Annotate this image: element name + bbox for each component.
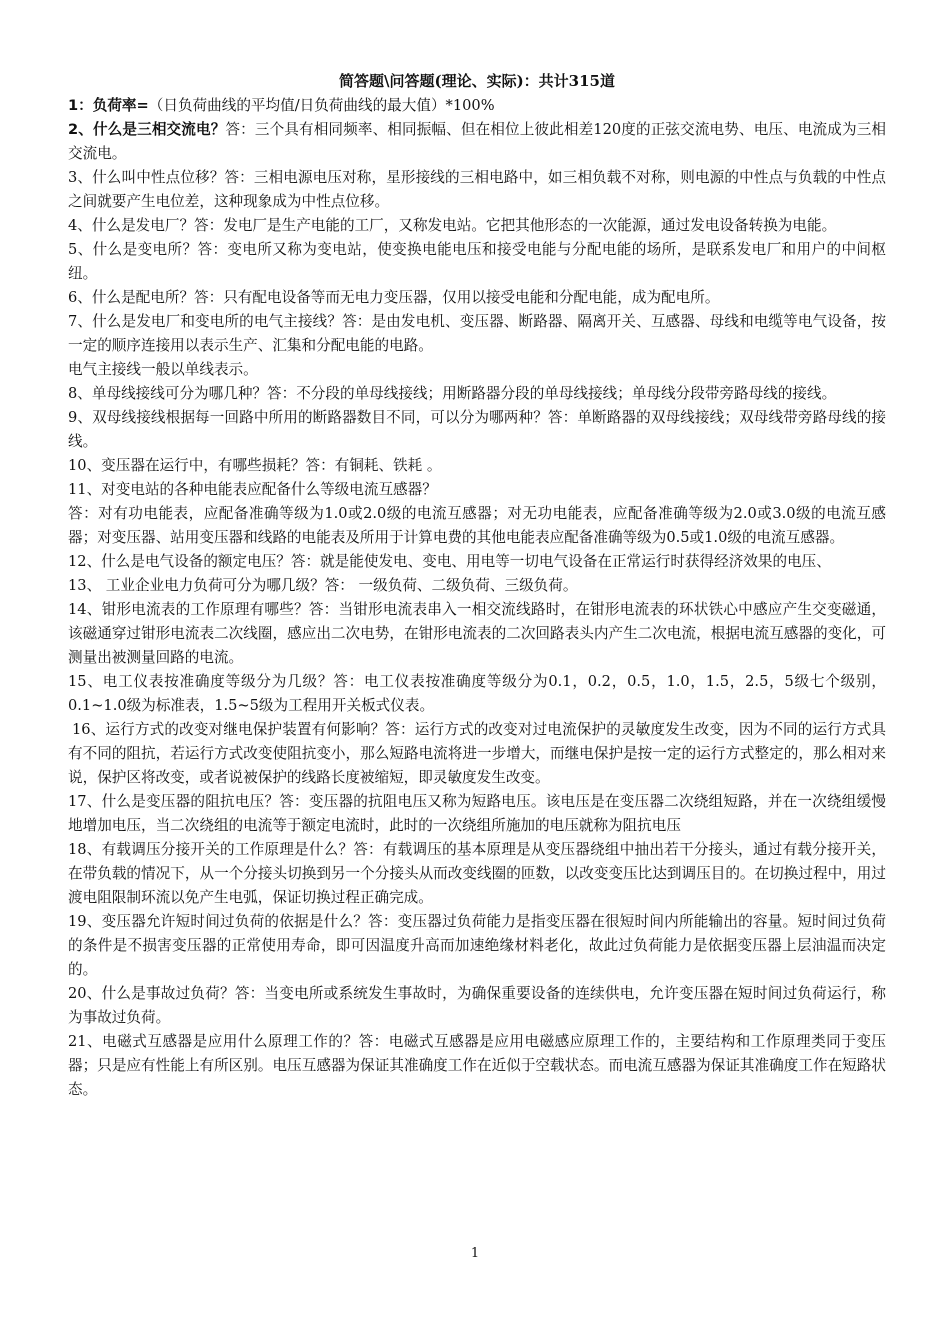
qa-item <box>68 478 886 502</box>
qa-item-text: 6、什么是配电所？答：只有配电设备等而无电力变压器，仅用以接受电能和分配电能，成为配电所。 <box>68 289 720 306</box>
qa-item <box>68 454 886 478</box>
qa-item-text: 3、什么叫中性点位移？答：三相电源电压对称，星形接线的三相电路中，如三相负载不对称，则电源的中性点与负载的中性点之间就要产生电位差，这种现象成为中性点位移。 <box>68 169 886 210</box>
document-title: 简答题\问答题(理论、实际)：共计315道 <box>339 72 615 90</box>
qa-item <box>68 286 886 310</box>
qa-item <box>68 502 886 550</box>
qa-item <box>68 406 886 454</box>
qa-item <box>68 214 886 238</box>
qa-item <box>68 310 886 358</box>
qa-item-question: 1：负荷率= <box>68 97 149 114</box>
qa-item <box>68 670 886 718</box>
qa-item-text: 答：三个具有相同频率、相同振幅、但在相位上彼此相差120度的正弦交流电势、电压、电流成为三相交流电。 <box>68 121 887 162</box>
qa-item-text: 7、什么是发电厂和变电所的电气主接线？答：是由发电机、变压器、断路器、隔离开关、互感器、母线和电缆等电气设备，按一定的顺序连接用以表示生产、汇集和分配电能的电路。 <box>68 313 886 354</box>
qa-item <box>68 238 886 286</box>
qa-item-text: 14、钳形电流表的工作原理有哪些？答：当钳形电流表串入一相交流线路时，在钳形电流表的环状铁心中感应产生交变磁通，该磁通穿过钳形电流表二次线圈，感应出二次电势，在钳形电流表的二次回路表头内产生二次电流，根据电流互感器的变化，可测量出被测量回路的电流。 <box>68 601 886 666</box>
qa-item-text: 18、有载调压分接开关的工作原理是什么？答：有载调压的基本原理是从变压器绕组中抽出若干分接头，通过有载分接开关，在带负载的情况下，从一个分接头切换到另一个分接头从而改变线圈的匝数，以改变变压比达到调压目的。在切换过程中，用过渡电阻限制环流以免产生电弧，保证切换过程正确完成。 <box>68 841 886 906</box>
qa-item <box>68 118 886 166</box>
qa-item <box>68 790 886 838</box>
qa-item <box>68 910 886 982</box>
qa-item <box>68 382 886 406</box>
qa-item-text: 19、变压器允许短时间过负荷的依据是什么？答：变压器过负荷能力是指变压器在很短时间内所能输出的容量。短时间过负荷的条件是不损害变压器的正常使用寿命，即可因温度升高而加速绝缘材料老化，故此过负荷能力是依据变压器上层油温而决定的。 <box>68 913 886 978</box>
qa-item-text: 5、什么是变电所？答：变电所又称为变电站，使变换电能电压和接受电能与分配电能的场所，是联系发电厂和用户的中间枢纽。 <box>68 241 886 282</box>
qa-item <box>68 598 886 670</box>
qa-item-text: 17、什么是变压器的阻抗电压？答：变压器的抗阻电压又称为短路电压。该电压是在变压器二次绕组短路，并在一次绕组缓慢地增加电压，当二次绕组的电流等于额定电流时，此时的一次绕组所施加的电压就称为阻抗电压 <box>68 793 886 834</box>
qa-item-text: 10、变压器在运行中，有哪些损耗？答：有铜耗、铁耗 。 <box>68 457 442 474</box>
qa-item-text: 9、双母线接线根据每一回路中所用的断路器数目不同，可以分为哪两种？答：单断路器的双母线接线；双母线带旁路母线的接线。 <box>68 409 886 450</box>
qa-item <box>68 1030 886 1102</box>
qa-item-text: 12、什么是电气设备的额定电压？答：就是能使发电、变电、用电等一切电气设备在正常运行时获得经济效果的电压、 <box>68 553 831 570</box>
qa-item <box>68 982 886 1030</box>
qa-item <box>68 94 886 118</box>
qa-item <box>68 574 886 598</box>
qa-item-text: （日负荷曲线的平均值/日负荷曲线的最大值）*100% <box>148 97 495 114</box>
document-page <box>68 70 886 1102</box>
qa-item <box>68 838 886 910</box>
page-number: 1 <box>470 1246 480 1261</box>
qa-item-text: 4、什么是发电厂？答：发电厂是生产电能的工厂，又称发电站。它把其他形态的一次能源，通过发电设备转换为电能。 <box>68 217 837 234</box>
qa-item <box>68 550 886 574</box>
qa-list <box>68 94 886 1102</box>
qa-item-text: 21、电磁式互感器是应用什么原理工作的？答：电磁式互感器是应用电磁感应原理工作的，主要结构和工作原理类同于变压器；只是应有性能上有所区别。电压互感器为保证其准确度工作在近似于空载状态。而电流互感器为保证其准确度工作在短路状态。 <box>68 1033 886 1098</box>
qa-item <box>68 718 886 790</box>
qa-item <box>68 358 886 382</box>
qa-item-text: 13、 工业企业电力负荷可分为哪几级？答： 一级负荷、二级负荷、三级负荷。 <box>68 577 578 594</box>
qa-item-text: 11、对变电站的各种电能表应配备什么等级电流互感器？ <box>68 481 437 498</box>
qa-item-text: 8、单母线接线可分为哪几种？答：不分段的单母线接线；用断路器分段的单母线接线；单母线分段带旁路母线的接线。 <box>68 385 837 402</box>
qa-item-text: 15、电工仪表按准确度等级分为几级？答：电工仪表按准确度等级分为0.1，0.2，0.5，1.0，1.5，2.5，5级七个级别，0.1~1.0级为标准表，1.5~5级为工程用开关板式仪表。 <box>68 673 886 714</box>
qa-item-text: 电气主接线一般以单线表示。 <box>68 361 258 378</box>
qa-item-text: 20、什么是事故过负荷？答：当变电所或系统发生事故时，为确保重要设备的连续供电，允许变压器在短时间过负荷运行，称为事故过负荷。 <box>68 985 886 1026</box>
qa-item <box>68 166 886 214</box>
qa-item-text: 16、运行方式的改变对继电保护装置有何影响？答：运行方式的改变对过电流保护的灵敏度发生改变，因为不同的运行方式具有不同的阻抗，若运行方式改变使阻抗变小，那么短路电流将进一步增大，而继电保护是按一定的运行方式整定的，那么相对来说，保护区将改变，或者说被保护的线路长度被缩短，即灵敏度发生改变。 <box>68 721 886 786</box>
qa-item-text: 答：对有功电能表，应配备准确等级为1.0或2.0级的电流互感器；对无功电能表，应配备准确等级为2.0或3.0级的电流互感器；对变压器、站用变压器和线路的电能表及所用于计算电费的其他电能表应配备准确等级为0.5或1.0级的电流互感器。 <box>68 505 886 546</box>
qa-item-question: 2、什么是三相交流电？ <box>68 121 226 138</box>
